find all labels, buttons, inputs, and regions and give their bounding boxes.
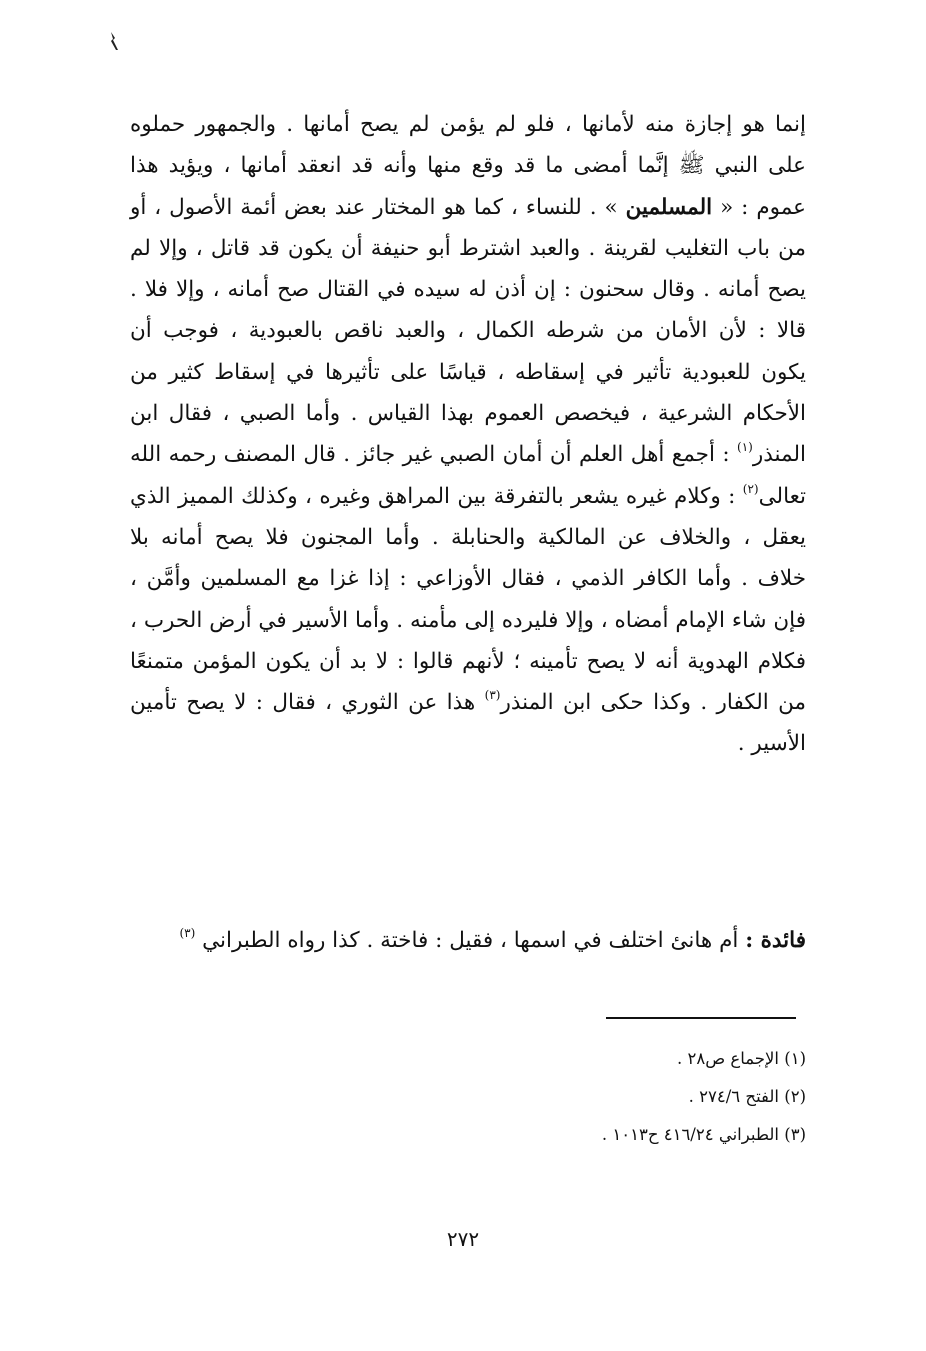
text-line: قالا : لأن الأمان من شرطه الكمال ، والعبد ناقص بالعبودية ، فوجب أن — [130, 318, 806, 344]
text-line: خلاف . وأما الكافر الذمي ، فقال الأوزاعي : إذا غزا مع المسلمين وأمَّن ، — [130, 566, 806, 592]
main-text — [130, 104, 806, 765]
footnote-ref: (٢) — [742, 481, 759, 496]
footnote-ref: (١) — [737, 440, 753, 455]
text-segment: : وكلام غيره يشعر بالتفرقة بين المراهق وغيره ، وكذلك المميز الذي — [130, 483, 736, 509]
bold-term: المسلمين — [625, 194, 713, 220]
text-segment: : أجمع أهل العلم أن أمان الصبي غير جائز . قال المصنف رحمه الله — [130, 442, 730, 468]
text-segment: تعالى — [758, 483, 806, 509]
text-line: الأحكام الشرعية ، فيخصص العموم بهذا القياس . وأما الصبي ، فقال ابن — [130, 401, 806, 427]
faida-note — [130, 920, 806, 961]
text-segment: هذا عن الثوري ، فقال : لا يصح تأمين — [130, 690, 476, 716]
text-line: الأسير . — [737, 731, 806, 757]
text-segment: من الكفار . وكذا حكى ابن المنذر — [500, 690, 806, 716]
text-line: من باب التغليب لقرينة . والعبد اشترط أبو حنيفة أن يكون قد قاتل ، وإلا لم — [130, 235, 806, 261]
text-line: إنما هو إجازة منه لأمانها ، فلو لم يؤمن لم يصح أمانها . والجمهور حملوه — [130, 112, 806, 137]
text-line: يعقل ، والخلاف عن المالكية والحنابلة . وأما المجنون فلا يصح أمانه بلا — [130, 524, 806, 550]
text-line — [130, 434, 806, 475]
text-segment: » . — [581, 194, 626, 220]
footnote-item: (١) الإجماع ص٢٨ . — [676, 1049, 806, 1068]
faida-label: فائدة : — [745, 928, 806, 953]
footnote-ref: (٣) — [484, 688, 501, 703]
text-segment: المنذر — [752, 442, 806, 468]
footnote-item: (٣) الطبراني ٤١٦/٢٤ ح١٠١٣ . — [601, 1125, 806, 1144]
text-line: على النبي ﷺ إنَّما أمضى ما قد وقع منها وأنه قد انعقد أمانها ، ويؤيد هذا — [130, 153, 806, 179]
footnotes — [300, 1040, 806, 1154]
text-line — [130, 682, 806, 723]
footnote-divider — [606, 1017, 796, 1019]
text-line: يصح أمانه . وقال سحنون : إن أذن له سيده في القتال صح أمانه ، وإلا فلا . — [130, 277, 806, 303]
footnote-item: (٢) الفتح ٢٧٤/٦ . — [688, 1087, 806, 1106]
page-number: ٢٧٢ — [446, 1227, 480, 1251]
text-segment: للنساء ، كما هو المختار عند بعض أئمة الأصول ، أو — [130, 194, 582, 220]
footnote-ref: (٣) — [179, 926, 196, 940]
text-line: يكون للعبودية تأثير في إسقاطه ، قياسًا على تأثيرها في إسقاط كثير من — [130, 359, 806, 385]
faida-text: أم هانئ اختلف في اسمها ، فقيل : فاختة . كذا رواه الطبراني — [202, 928, 746, 953]
text-line — [130, 187, 806, 228]
ink-mark-icon — [108, 30, 122, 52]
text-line: فإن شاء الإمام أمضاه ، وإلا فليرده إلى مأمنه . وأما الأسير في أرض الحرب ، — [130, 607, 806, 633]
text-line — [130, 476, 806, 517]
text-line: فكلام الهدوية أنه لا يصح تأمينه ؛ لأنهم قالوا : لا بد أن يكون المؤمن متمنعًا — [130, 648, 806, 674]
text-segment: عموم : « — [712, 194, 806, 220]
